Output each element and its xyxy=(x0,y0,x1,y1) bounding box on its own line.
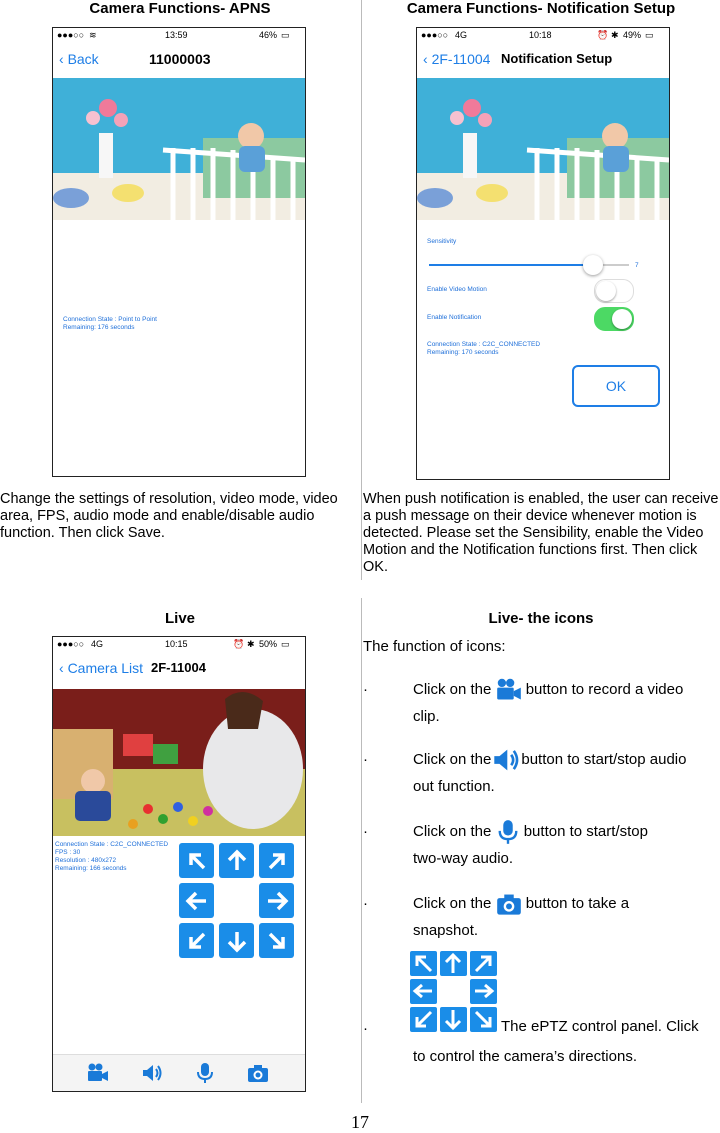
item-text-after: button to start/stop xyxy=(523,823,648,840)
arrow-up-icon xyxy=(225,849,249,873)
toggle-knob xyxy=(612,309,632,329)
arrow-right-icon xyxy=(265,889,289,913)
column-divider xyxy=(361,598,362,1103)
nav-title: Notification Setup xyxy=(501,51,613,66)
notification-label: Enable Notification xyxy=(427,314,482,321)
status-bar xyxy=(417,28,669,42)
nav-bar xyxy=(53,42,305,78)
playroom-image xyxy=(53,689,305,836)
back-button[interactable] xyxy=(59,660,143,676)
chevron-left-icon: ‹ xyxy=(59,51,68,67)
bullet: · xyxy=(363,823,368,840)
battery-icon: ▭ xyxy=(645,30,654,40)
item-text-after: button to start/stop audio xyxy=(521,751,687,768)
slider-fill xyxy=(429,264,593,266)
bullet: · xyxy=(363,681,368,698)
sensitivity-label: Sensitivity xyxy=(427,238,457,245)
bullet: · xyxy=(363,895,368,912)
item-text-line2: clip. xyxy=(413,708,440,725)
ptz-control-panel xyxy=(179,843,299,963)
notification-heading: Camera Functions- Notification Setup xyxy=(406,0,676,17)
apns-heading: Camera Functions- APNS xyxy=(89,0,271,17)
chevron-left-icon: ‹ xyxy=(59,660,68,676)
live-toolbar xyxy=(53,1054,305,1091)
ptz-panel-icon xyxy=(410,951,498,1033)
connection-state: Connection State : C2C_CONNECTED xyxy=(427,341,541,348)
column-divider xyxy=(361,0,362,580)
status-bar xyxy=(53,28,305,42)
nav-title: 11000003 xyxy=(149,51,211,67)
resolution-readout: Resolution : 480x272 xyxy=(55,857,117,864)
bluetooth-icon: ✱ xyxy=(611,30,619,40)
remaining-time: Remaining: 176 seconds xyxy=(63,324,135,331)
back-label: Camera List xyxy=(67,660,144,676)
icon-desc-record xyxy=(413,676,720,730)
camera-feed xyxy=(417,78,669,220)
notification-description: When push notification is enabled, the user can receive a push message on their device whenever motion is detected. Please set the Sensibility, enable the Video Motion and the Notification functions first. Then click OK. xyxy=(363,491,719,575)
camera-feed xyxy=(53,689,305,836)
item-text-before: Click on the xyxy=(413,895,492,912)
live-phone-screenshot xyxy=(52,636,306,1092)
bullet: · xyxy=(363,1020,368,1037)
back-button[interactable] xyxy=(59,51,99,67)
ok-label: OK xyxy=(605,378,627,394)
camera-icon[interactable] xyxy=(247,1063,269,1083)
page-number: 17 xyxy=(351,1112,369,1132)
status-bar xyxy=(53,637,305,651)
live-icons-heading: Live- the icons xyxy=(488,610,594,627)
ptz-down-left-button[interactable] xyxy=(179,923,214,958)
connection-state: Connection State : Point to Point xyxy=(63,316,157,323)
microphone-icon[interactable] xyxy=(195,1062,215,1084)
status-battery: 50% xyxy=(259,639,278,649)
battery-icon: ▭ xyxy=(281,30,290,40)
item-text-after: button to record a video xyxy=(525,681,684,698)
arrow-down-icon xyxy=(225,929,249,953)
back-label: Back xyxy=(67,51,99,67)
back-button[interactable] xyxy=(423,51,490,67)
nav-bar xyxy=(53,651,305,687)
ok-button[interactable] xyxy=(572,365,660,407)
alarm-icon: ⏰ xyxy=(597,30,609,40)
wifi-icon: ≋ xyxy=(89,30,97,40)
bluetooth-icon: ✱ xyxy=(247,639,255,649)
signal-icon: ●●●○○ xyxy=(57,639,85,649)
video-motion-label: Enable Video Motion xyxy=(427,286,487,293)
apns-description: Change the settings of resolution, video mode, video area, FPS, audio mode and enable/disable audio function. Then click Save. xyxy=(0,491,338,541)
video-camera-icon xyxy=(496,678,522,702)
connection-state: Connection State : C2C_CONNECTED xyxy=(55,841,169,848)
nursery-image xyxy=(53,78,305,220)
remaining-time: Remaining: 166 seconds xyxy=(55,865,127,872)
status-time: 13:59 xyxy=(165,30,188,40)
status-battery: 49% xyxy=(623,30,642,40)
apns-phone-screenshot xyxy=(52,27,306,477)
status-battery: 46% xyxy=(259,30,278,40)
video-motion-toggle[interactable] xyxy=(594,279,634,303)
connection-info xyxy=(63,316,157,332)
icon-desc-audio xyxy=(413,746,720,800)
camera-feed xyxy=(53,78,305,220)
microphone-icon xyxy=(496,819,520,845)
arrow-down-left-icon xyxy=(185,929,209,953)
speaker-icon[interactable] xyxy=(141,1063,163,1083)
connection-info xyxy=(427,341,540,357)
video-camera-icon[interactable] xyxy=(87,1063,109,1083)
icon-desc-ptz xyxy=(501,1018,699,1035)
item-text-after: The ePTZ control panel. Click xyxy=(501,1018,699,1035)
ptz-up-left-button[interactable] xyxy=(179,843,214,878)
icons-intro: The function of icons: xyxy=(363,638,506,655)
slider-thumb[interactable] xyxy=(583,255,603,275)
camera-icon xyxy=(496,892,522,916)
status-time: 10:18 xyxy=(529,30,552,40)
icon-desc-ptz-line2: to control the camera’s directions. xyxy=(413,1048,637,1065)
arrow-up-right-icon xyxy=(265,849,289,873)
nav-title: 2F-11004 xyxy=(151,660,206,675)
nursery-image xyxy=(417,78,669,220)
nav-bar xyxy=(417,42,669,78)
alarm-icon: ⏰ xyxy=(233,639,245,649)
notification-toggle[interactable] xyxy=(594,307,634,331)
ptz-left-button[interactable] xyxy=(179,883,214,918)
speaker-icon xyxy=(491,747,521,773)
status-time: 10:15 xyxy=(165,639,188,649)
item-text-line2: snapshot. xyxy=(413,922,479,939)
item-text-before: Click on the xyxy=(413,681,492,698)
arrow-left-icon xyxy=(185,889,209,913)
sensitivity-value: 7 xyxy=(635,262,639,269)
chevron-left-icon: ‹ xyxy=(423,51,432,67)
fps-readout: FPS : 30 xyxy=(55,849,81,856)
item-text-before: Click on the xyxy=(413,823,492,840)
signal-icon: ●●●○○ xyxy=(57,30,85,40)
arrow-up-left-icon xyxy=(185,849,209,873)
ptz-right-button[interactable] xyxy=(259,883,294,918)
back-label: 2F-11004 xyxy=(431,51,491,67)
bullet: · xyxy=(363,751,368,768)
status-carrier: 4G xyxy=(455,30,468,40)
ptz-panel-graphic xyxy=(410,951,498,1033)
ptz-down-right-button[interactable] xyxy=(259,923,294,958)
item-text-before: Click on the xyxy=(413,751,492,768)
toggle-knob xyxy=(596,281,616,301)
icon-desc-two-way-audio xyxy=(413,818,720,872)
ptz-up-right-button[interactable] xyxy=(259,843,294,878)
icon-desc-snapshot xyxy=(413,890,720,944)
ptz-up-button[interactable] xyxy=(219,843,254,878)
live-heading: Live xyxy=(164,610,195,627)
signal-icon: ●●●○○ xyxy=(421,30,449,40)
item-text-line2: two-way audio. xyxy=(413,850,514,868)
item-text-line2: out function. xyxy=(413,778,495,796)
item-text-after: button to take a xyxy=(525,895,630,912)
connection-info xyxy=(55,841,168,873)
battery-icon: ▭ xyxy=(281,639,290,649)
remaining-time: Remaining: 170 seconds xyxy=(427,349,499,356)
status-carrier: 4G xyxy=(91,639,104,649)
notification-phone-screenshot xyxy=(416,27,670,480)
ptz-down-button[interactable] xyxy=(219,923,254,958)
sensitivity-slider[interactable] xyxy=(429,257,629,273)
arrow-down-right-icon xyxy=(265,929,289,953)
